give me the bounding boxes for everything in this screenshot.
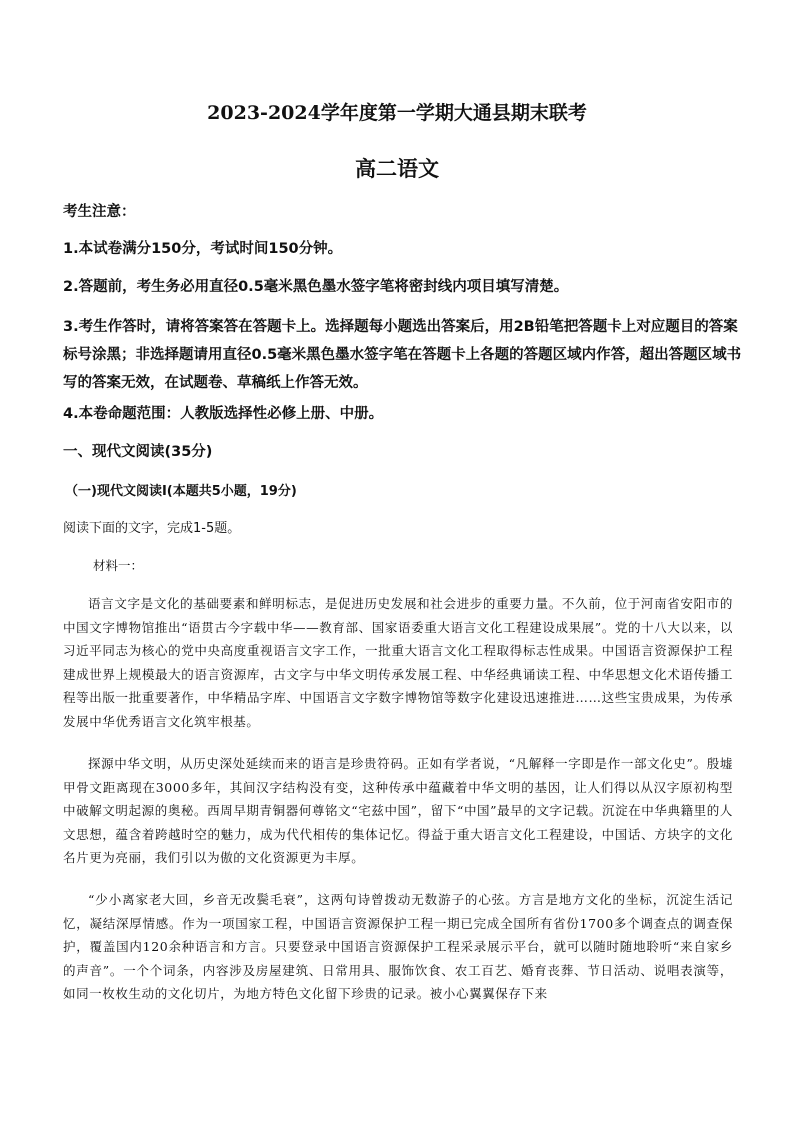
exam-subject: 高二语文 <box>355 156 439 181</box>
notice-heading: 考生注意： <box>63 204 136 220</box>
material-paragraph-3: “少小离家老大回，乡音无改鬓毛衰”，这两句诗曾拨动无数游子的心弦。方言是地方文化的坐标，沉淀生活记忆，凝结深厚情感。作为一项国家工程，中国语言资源保护工程一期已完成全国所有省份1700多个调查点的调查保护，覆盖国内120余种语言和方言。只要登录中国语言资源保护工程采录展示平台，就可以随时随地聆听“来自家乡的声音”。一个个词条，内容涉及房屋建筑、日常用具、服饰饮食、农工百艺、婚育丧葬、节日活动、说唱表演等，如同一枚枚生动的文化切片，为地方特色文化留下珍贵的记录。被小心翼翼保存下来 <box>63 892 733 1001</box>
notice-item-2: 2.答题前，考生务必用直径0.5毫米黑色墨水签字笔将密封线内项目填写清楚。 <box>63 279 569 295</box>
notice-item-4: 4.本卷命题范围：人教版选择性必修上册、中册。 <box>63 406 384 422</box>
notice-item-1: 1.本试卷满分150分，考试时间150分钟。 <box>63 241 343 257</box>
material-paragraph-1: 语言文字是文化的基础要素和鲜明标志，是促进历史发展和社会进步的重要力量。不久前，位于河南省安阳市的中国文字博物馆推出“语贯古今字载中华——教育部、国家语委重大语言文化工程建设成果展”。党的十八大以来，以习近平同志为核心的党中央高度重视语言文字工作，一批重大语言文化工程取得标志性成果。中国语言资源保护工程建成世界上规模最大的语言资源库，古文字与中华文明传承发展工程、中华经典诵读工程、中华思想文化术语传播工程等出版一批重要著作，中华精品字库、中国语言文字数字博物馆等数字化建设迅速推进……这些宝贵成果，为传承发展中华优秀语言文化筑牢根基。 <box>63 596 733 729</box>
material-paragraph-2: 探源中华文明，从历史深处延续而来的语言是珍贵符码。正如有学者说，“凡解释一字即是作一部文化史”。殷墟甲骨文距离现在3000多年，其间汉字结构没有变，这种传承中蕴藏着中华文明的基因，让人们得以从汉字原初构型中破解文明起源的奥秘。西周早期青铜器何尊铭文“宅兹中国”，留下“中国”最早的文字记载。沉淀在中华典籍里的人文思想，蕴含着跨越时空的魅力，成为代代相传的集体记忆。得益于重大语言文化工程建设，中国话、方块字的文化名片更为亮丽，我们引以为傲的文化资源更为丰厚。 <box>63 756 733 865</box>
notice-item-3: 3.考生作答时，请将答案答在答题卡上。选择题每小题选出答案后，用2B铅笔把答题卡上对应题目的答案标号涂黑；非选择题请用直径0.5毫米黑色墨水签字笔在答题卡上各题的答题区域内作答，超出答题区域书写的答案无效，在试题卷、草稿纸上作答无效。 <box>63 319 742 391</box>
material-label: 材料一： <box>93 558 144 573</box>
subsection-title: （一)现代文阅读Ⅰ(本题共5小题，19分) <box>65 484 297 499</box>
exam-title: 2023-2024学年度第一学期大通县期末联考 <box>207 102 587 124</box>
reading-instruction: 阅读下面的文字，完成1-5题。 <box>63 521 241 536</box>
section-title: 一、现代文阅读(35分) <box>63 444 213 460</box>
